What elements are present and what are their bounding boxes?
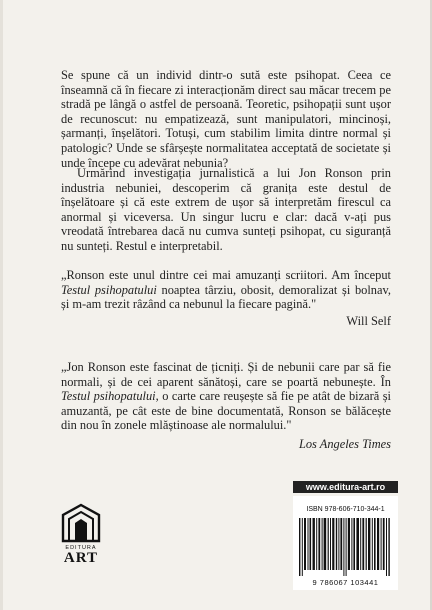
quote-book-title: Testul psihopatului: [61, 282, 157, 297]
barcode-panel: [293, 496, 398, 590]
quote-attribution: Los Angeles Times: [298, 436, 391, 451]
publisher-url: www.editura-art.ro: [293, 481, 398, 493]
review-quote-2: [61, 360, 391, 452]
publisher-logo-block: [51, 503, 111, 567]
isbn-text: ISBN 978-606-710-344-1: [306, 506, 385, 513]
barcode-icon: [299, 518, 392, 576]
quote-text-end: noaptea târziu, obosit, demoralizat și bolnav, și m-am trezit râzând ca nebunul la fiecare pagină.": [61, 282, 391, 312]
publisher-name: ART: [63, 550, 99, 566]
quote-text: [61, 360, 391, 433]
publisher-logo-icon: [61, 503, 101, 543]
description-paragraph-2: Urmărind investigația jurnalistică a lui Jon Ronson prin industria nebuniei, descoperim că granița este destul de înșelătoare și că este extrem de ușor să interpretăm firescul ca anormal și viceversa. Un singur lucru e clar: dacă v-ați pus vreodată întrebarea dacă nu cumva sunteți psihopat, cu siguranță nu sunteți. Restul e interpretabil.: [61, 166, 391, 253]
quote-text: [61, 268, 391, 312]
description-paragraph-1: Se spune că un individ dintr-o sută este psihopat. Ceea ce înseamnă că în fiecare zi interacționăm direct sau măcar trecem pe stradă pe lângă o astfel de persoană. Teoretic, psihopații sunt ușor de recunoscut: nu empatizează, sunt manipulatori, mincinoși, șarmanți, înșelători. Totuși, cum stabilim limita dintre normal și patologic? Unde se sfârșește normalitatea acceptată de societate și unde începe cu adevărat nebunia?: [61, 68, 391, 170]
quote-text-end: , o carte care reușește să fie pe atât de bizară și amuzantă, pe cât este de bine documentată, Ronson se bălăcește din nou în zonele mlăștinoase ale normalului.": [61, 389, 391, 433]
quote-text-start: „Jon Ronson este fascinat de țicniți. Și de nebunii care par să fie normali, și de cei aparent sănătoși, care se poartă nebunește. În: [61, 360, 391, 389]
quote-attribution: Will Self: [346, 313, 391, 328]
quote-book-title: Testul psihopatului: [61, 389, 156, 404]
barcode-number: 9 786067 103441: [312, 578, 379, 587]
review-quote-1: [61, 268, 391, 328]
quote-text-start: „Ronson este unul dintre cei mai amuzanți scriitori. Am început: [61, 268, 391, 282]
publisher-label: EDITURA: [65, 545, 97, 551]
